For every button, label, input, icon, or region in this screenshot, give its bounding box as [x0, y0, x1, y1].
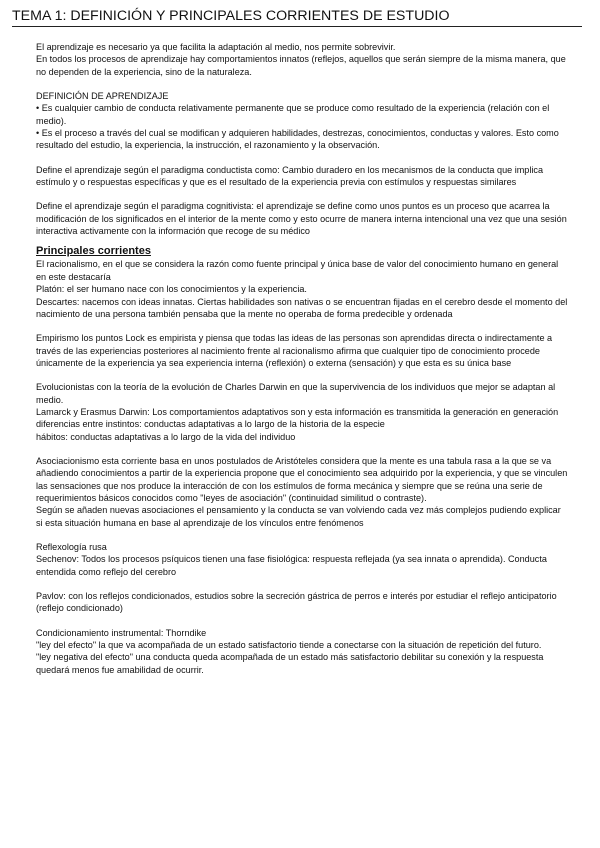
definition-heading: DEFINICIÓN DE APRENDIZAJE — [36, 91, 169, 102]
conductista-paragraph: Define el aprendizaje según el paradigma conductista como: Cambio duradero en los mecanismos de la conducta que implica estímulo y o respuestas específicas y que es el resultado de la experiencia previa con estímulos y respuestas similares — [36, 164, 544, 188]
pavlov-paragraph: Pavlov: con los reflejos condicionados, estudios sobre la secreción gástrica de perros e interés por estudiar el reflejo anticipatorio (reflejo condicionado) — [36, 591, 557, 614]
lamarck-paragraph: Lamarck y Erasmus Darwin: Los comportamientos adaptativos son y esta información es transmitida la generación en generación diferencias entre instintos: conductas adaptativas a lo largo de la historia de la especie — [36, 406, 559, 430]
intro-paragraph-1: El aprendizaje es necesario ya que facilita la adaptación al medio, nos permite sobrevivir. — [36, 42, 396, 52]
racionalismo-paragraph: El racionalismo, en el que se considera la razón como fuente principal y única base de valor del conocimiento humano en general en este destacaría — [36, 259, 559, 282]
page-title: TEMA 1: DEFINICIÓN Y PRINCIPALES CORRIENTES DE ESTUDIO — [12, 6, 582, 27]
asociacionismo-paragraph: Asociacionismo esta corriente basa en unos postulados de Aristóteles considera que la mente es una tabula rasa a la que se va añadiendo conocimientos a partir de la experiencia propone que el conocimiento sea adquirido por la experiencia, y que se vinculen las sensaciones que nos produce la interacción de con los estímulos de forma mecánica y siempre que se reúna una serie de requerimientos básicos conocidos como "leyes de asociación" (continuidad similitud o contraste). — [36, 455, 568, 503]
intro-paragraph-2: En todos los procesos de aprendizaje hay comportamientos innatos (reflejos, aquellos que serán siempre de la misma manera, que no dependen de la experiencia, sino de la naturaleza. — [36, 54, 566, 77]
corrientes-heading: Principales corrientes — [36, 245, 151, 258]
empirismo-paragraph: Empirismo los puntos Lock es empirista y piensa que todas las ideas de las personas son aprendidas directa o indirectamente a través de las experiencias posteriores al nacimiento frente al racionalismo afirma que cualquier tipo de conocimiento procede únicamente de la experiencia ya sea experiencia interna (reflexión) o externa (sensación) y que esta es su única base — [36, 333, 553, 368]
evolucionistas-paragraph: Evolucionistas con la teoría de la evolución de Charles Darwin en que la supervivencia de los individuos que mejor se adaptan al medio. — [36, 382, 556, 405]
descartes-paragraph: Descartes: nacemos con ideas innatas. Ciertas habilidades son nativas o se encuentran fijadas en el cerebro desde el momento del nacimiento de una persona también pensaba que la mente no operaba de forma predecible y ordenada — [36, 296, 568, 319]
ley-efecto-paragraph: "ley del efecto" la que va acompañada de un estado satisfactorio tiende a conectarse con la situación de repetición del futuro. — [36, 640, 542, 651]
ley-negativa-paragraph: "ley negativa del efecto" una conducta queda acompañada de un estado más satisfactorio debilitar su conexión y la respuesta quedará menos fue amabilidad de ocurrir. — [36, 652, 544, 675]
reflexologia-heading: Reflexología rusa — [36, 542, 107, 552]
sechenov-paragraph: Sechenov: Todos los procesos psíquicos tienen una fase fisiológica: respuesta reflejada (ya sea innata o aprendida). Conducta entendida como reflejo del cerebro — [36, 554, 547, 577]
cognitivista-paragraph: Define el aprendizaje según el paradigma cognitivista: el aprendizaje se define como unos puntos es un proceso que acarrea la modificación de los significados en el interior de la mente como y esto ocurre de manera interna intencional una vez que una sesión interactiva activamente con la información que recoge de su médico — [36, 201, 567, 237]
asociaciones-paragraph: Según se añaden nuevas asociaciones el pensamiento y la conducta se van volviendo cada vez más complejos pudiendo explicar si esta situación humana en base al aprendizaje de los vínculos entre fenómenos — [36, 505, 561, 528]
thorndike-heading: Condicionamiento instrumental: Thorndike — [36, 627, 207, 638]
definition-point-1: • Es cualquier cambio de conducta relativamente permanente que se produce como resultado de la experiencia (relación con el medio). — [36, 103, 550, 126]
definition-point-2: • Es el proceso a través del cual se modifican y adquieren habilidades, destrezas, conocimientos, conductas y valores. Esto como resultado del estudio, la experiencia, la instrucción, el razonamiento y la observación. — [36, 128, 559, 151]
habitos-paragraph: hábitos: conductas adaptativas a lo largo de la vida del individuo — [36, 431, 296, 442]
platon-paragraph: Platón: el ser humano nace con los conocimientos y la experiencia. — [36, 284, 307, 295]
document-body — [36, 41, 568, 676]
